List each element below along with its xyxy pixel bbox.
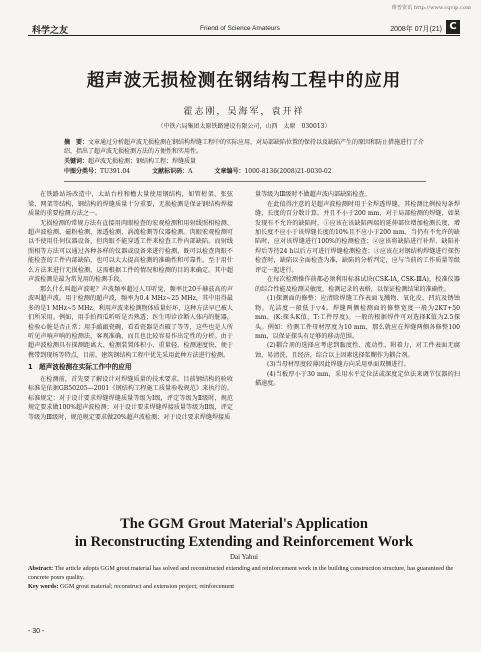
doc-code: 文献标识码：A — [152, 167, 193, 175]
english-abstract-label: Abstract: — [28, 565, 54, 573]
journal-logo-icon: C — [446, 20, 460, 34]
body-columns — [28, 190, 460, 505]
running-header — [28, 14, 460, 36]
section-heading: 1 超声波检测在实际工作中的应用 — [28, 363, 132, 372]
english-title-line1: The GGM Grout Material's Application — [120, 516, 368, 533]
right-column — [255, 190, 460, 505]
body-paragraph: 那么什么叫超声波呢？声波频率超过人耳听觉，频率比20千赫兹高的声波叫超声波。用于检测的超声波，频率为0.4 MHz~25 MHz，其中用得最多的是1 MHz~5 MHz。利用声波来检测物体质量好坏，这种方法早已被人们所采用。例如，用手拍西瓜听听是否熟透；医生叩诊诊断人体内的脏器，检验心脏是否正常；用手敲敲瓷碗，看看瓷器是否破了等等，这些也是人所听见声响声响的检测法，客观准确，而且也比较容易作出定性的分析。由于超声波检测具有探测距离大、检测装置体积小、重量轻、检测速度快、便于携带到现场等特点，目前，建筑钢结构工程中优先采用此种方法进行检测。 — [28, 285, 233, 359]
abstract — [64, 138, 426, 157]
keywords-text: 超声波无损检测；钢结构工程；焊缝质量 — [88, 157, 197, 165]
issue-date: 2008年 07月(21) — [390, 26, 442, 33]
abstract-text: 文章通过分析超声波无损检测在钢结构焊缝工程中的实际应用，对局部缺陷位置的保持以及缺陷产生的原因和防止措施进行了介绍，指出了超声波无损检测方法的方便性和实用性。 — [64, 139, 425, 156]
body-paragraph: 在每次检测操作前都必须利用标准试块(CSK-IA, CSK-ⅢA)，校准仪器的综合性能及检测灵敏度，检测记录的表格，以保证检测结果的准确性。 — [255, 276, 460, 293]
abstract-label: 摘 要： — [64, 139, 89, 146]
english-abstract-text: The article adopts GGM grout material has solved and reconstructed extending and reinforcement work in the building construction structure, has guaranteed the concrete pours quality. — [28, 565, 454, 582]
body-paragraph: 无损检测的常规方法有直接用肉眼检查的宏观检测和用射线照相检测、超声波检测、磁粉检测、渗透检测、涡流检测等仪器检测。肉眼宏观检测可以不使用任何仪器设备，但肉眼不能穿透工件来检查工件内部缺陷。而射线照相等方法可以通过各种各样的仪器或设备来进行检测，既可以检查肉眼不能检查的工件内部缺陷，也可以大大提高检测的准确性和可靠性。至于用什么方法来进行无损检测，这需根据工件的情况和检测的目的来确定。其中超声波检测是最为常见用的检测手段。 — [28, 219, 233, 284]
classification-row — [64, 167, 426, 176]
column-name: 科学之友 — [32, 26, 69, 36]
english-abstract — [28, 564, 460, 591]
article-number: 文章编号：1000-8136(2008)21-0030-02 — [214, 167, 332, 175]
article-authors: 霍志刚，吴海军，袁开祥 — [183, 107, 305, 117]
watermark: 维普资讯 http://www.cqvip.com — [391, 5, 471, 11]
left-column — [28, 190, 233, 505]
body-paragraph: (3)当母材厚度较薄因此焊缝方向采用单面双侧进行。 — [267, 361, 410, 369]
journal-page — [28, 14, 460, 644]
page-number: - 30 - — [28, 628, 45, 635]
body-paragraph: (1)探测面的修整：应清除焊缝工作表面飞溅物、氧化皮、凹坑及锈蚀物。光洁度一般低于▽4。焊缝两侧检测面的修整宽度一般为2KT+50 mm，(K:探头K值，T:工件厚度)。一般的根据焊件可对选择K值为2.5探头。例如：待测工件母材厚度为10 mm，那么就应在焊缝两侧各修整100 mm，以保证探头有足够的移动范围。 — [255, 295, 460, 340]
english-keywords-text: GGM grout material; reconstruct and extension project; reinforcement — [59, 583, 235, 591]
clc: 中图分类号：TU391.04 — [64, 167, 131, 175]
keywords-label: 关键词： — [64, 157, 89, 165]
magazine-name: Friend of Science Amateurs — [200, 25, 280, 32]
author-affiliation: （中铁六局集团太原铁路建设有限公司，山西 太原 030013） — [157, 123, 331, 130]
divider — [64, 181, 426, 182]
body-paragraph: (4)当板厚小于30 mm，采用水平定位法或深度定位法来调节仪器的扫描速度。 — [255, 370, 460, 388]
english-author: Dai Yahui — [229, 553, 258, 562]
english-title-line2: in Reconstructing Extending and Reinforcement Work — [74, 534, 414, 551]
body-paragraph: (2)耦合剂的选择应考虑到黏度性、流动性、附着力，对工件表面无腐蚀，易清洗，且经济，综合以上因素选择浆糊作为耦合剂。 — [255, 342, 460, 359]
english-title — [28, 515, 460, 551]
body-paragraph: 量等级为Ⅲ级时不做超声波内部缺陷检查。 — [255, 191, 371, 199]
body-paragraph: 在铁路站场改造中，太站台柱和檐大量使用钢结构，如管桁架、张弦梁、网架等结构，钢结构的焊缝质量十分重要，无损检测是保证钢结构焊接质量的重要检测方法之一。 — [28, 191, 233, 218]
abstract-block — [64, 138, 426, 182]
body-paragraph: 在此值得注意的是超声波检测时用于全焊透焊缝，其检测比例按每条焊缝，长度的百分数计算，并且不小于200 mm，对于局部检测的焊缝，如果发现有不允许的缺陷时，①应该在该缺陷两端的延伸部位增加检测长度，增加长度不应小于该焊缝长度的10%且不应小于200 mm，当仍有不允许的缺陷时，应对该焊缝进行100%的检测检查；②应该将缺陷进行补焊，缺陷补焊后等待24 h以后方可进行焊缝检测检查；③应该在对钢结构焊缝进行探伤检查时，缺陷以全面检查为准，缺陷的分析判定，应与当前的工作质量等级评定一起进行。 — [255, 200, 460, 274]
article-title: 超声波无损检测在钢结构工程中的应用 — [86, 71, 402, 91]
keywords — [64, 157, 426, 166]
body-paragraph: 在检测前，首先要了解设计对焊缝质量的技术要求。目前钢结构的验收标准是依据GB50205—2001《钢结构工程施工质量验收规范》来执行的。标准规定：对于设计要求焊缝焊缝质量等级为Ⅰ级，评定等级为Ⅱ级时，规范规定要求做100%超声波检测；对于设计要求焊缝焊接质量等级为Ⅱ级，评定等级为Ⅲ级时，规范规定要求做20%超声波检测；对于设计要求焊缝焊接质 — [28, 375, 233, 421]
english-keywords-label: Key words: — [28, 583, 59, 591]
